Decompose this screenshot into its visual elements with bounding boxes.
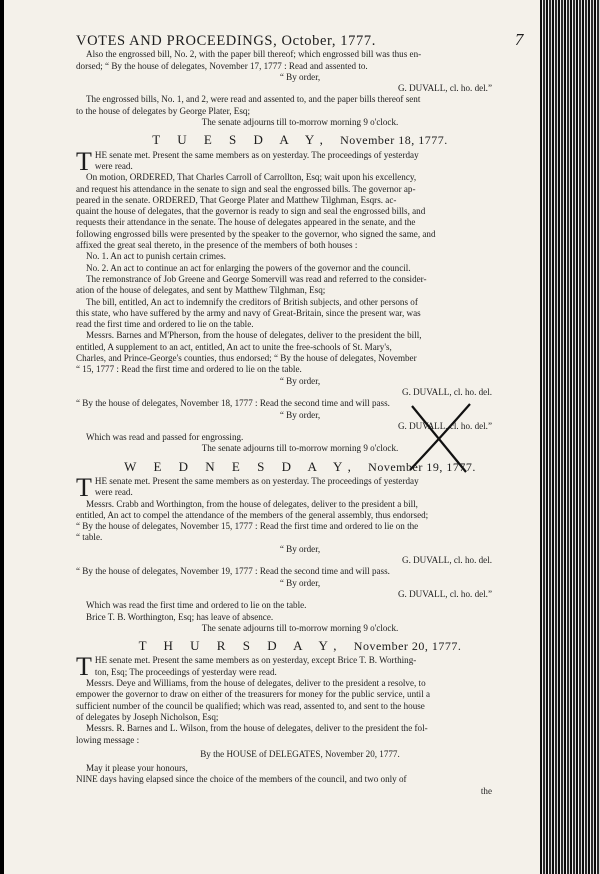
- text-line: peared in the senate. ORDERED, That George Plater and Matthew Tilghman, Esqrs. ac-: [76, 194, 397, 205]
- text-line: “ By order,: [279, 543, 321, 554]
- intro-section: [76, 49, 524, 128]
- text-line: G. DUVALL, cl. ho. del.”: [397, 420, 492, 431]
- message-heading: By the HOUSE of DELEGATES, November 20, 1777.: [200, 748, 400, 759]
- text-line: this state, who have suffered by the army and navy of Great-Britain, since the present war, was: [76, 307, 421, 318]
- text-line: G. DUVALL, cl. ho. del.: [402, 555, 492, 566]
- text-line: Messrs. Barnes and M'Pherson, from the house of delegates, deliver to the president the bill,: [86, 330, 422, 341]
- text-line: ton, Esq; The proceedings of yesterday were read.: [94, 666, 277, 677]
- day-name: T H U R S D A Y,: [138, 638, 344, 654]
- text-line: “ By order,: [279, 71, 321, 82]
- text-line: empower the governor to draw on either of the treasurers for money for the public service, until a: [76, 689, 431, 700]
- day-name: T U E S D A Y,: [152, 132, 330, 148]
- text-line: G. DUVALL, cl. ho. del.”: [397, 588, 492, 599]
- text-line: May it please your honours,: [86, 763, 188, 774]
- text-line: sufficient number of the council be qualified; which was read, assented to, and sent to the house: [76, 700, 425, 711]
- text-line: HE senate met. Present the same members as on yesterday. The proceedings of yesterday: [94, 149, 419, 160]
- wednesday-section: [76, 472, 524, 634]
- text-line: and request his attendance in the senate to sign and seal the engrossed bills. The governor ap-: [76, 183, 416, 194]
- running-head-title: VOTES AND PROCEEDINGS, October, 1777.: [76, 33, 376, 49]
- page-number: 7: [514, 30, 524, 49]
- catchword: the: [480, 785, 492, 796]
- day-date: November 19, 1777.: [368, 459, 476, 474]
- day-heading-wednesday: [76, 458, 524, 474]
- text-line: Which was read and passed for engrossing.: [86, 432, 244, 443]
- day-heading-thursday: [76, 640, 524, 652]
- text-line: to the house of delegates by George Plater, Esq;: [76, 105, 250, 116]
- text-line: quaint the house of delegates, that the governor is ready to sign and seal the engrossed bills, and: [76, 206, 426, 217]
- text-line: “ By order,: [279, 375, 321, 386]
- text-line: ation of the house of delegates, and sent by Matthew Tilghman, Esq;: [76, 285, 326, 296]
- text-line: Charles, and Prince-George's counties, thus endorsed; “ By the house of delegates, November: [76, 353, 417, 364]
- text-line: dorsed; “ By the house of delegates, November 17, 1777 : Read and assented to.: [76, 60, 368, 71]
- text-line: On motion, ORDERED, That Charles Carroll of Carrollton, Esq; wait upon his excellency,: [86, 172, 417, 183]
- thursday-section: [76, 652, 524, 797]
- drop-cap: T: [76, 146, 92, 176]
- text-line: “ By order,: [279, 577, 321, 588]
- text-line: were read.: [94, 487, 133, 498]
- day-date: November 18, 1777.: [340, 133, 448, 148]
- day-heading-tuesday: [76, 134, 524, 146]
- text-line: of delegates by Joseph Nicholson, Esq;: [76, 711, 219, 722]
- day-date: November 20, 1777.: [353, 639, 462, 654]
- text-line: entitled, A supplement to an act, entitled, An act to unite the free-schools of St. Mary's,: [76, 341, 392, 352]
- text-line: lowing message :: [76, 734, 140, 745]
- page-content: [76, 30, 524, 797]
- text-line: read the first time and ordered to lie on the table.: [76, 319, 254, 330]
- text-line: HE senate met. Present the same members as on yesterday. The proceedings of yesterday: [94, 475, 419, 486]
- book-page: [4, 0, 540, 874]
- text-line: requests their attendance in the senate. The house of delegates appeared in the senate, and the: [76, 217, 416, 228]
- book-fore-edge: [540, 0, 600, 874]
- text-line: The senate adjourns till to-morrow morning 9 o'clock.: [201, 443, 399, 454]
- text-line: “ By order,: [279, 409, 321, 420]
- text-line: Messrs. R. Barnes and L. Wilson, from the house of delegates, deliver to the president the fol-: [86, 723, 428, 734]
- text-line: entitled, An act to compel the attendance of the members of the general assembly, thus endorsed;: [76, 509, 429, 520]
- text-line: No. 1. An act to punish certain crimes.: [86, 251, 226, 262]
- text-line: Messrs. Deye and Williams, from the house of delegates, deliver to the president a resolve, to: [86, 678, 426, 689]
- text-line: following engrossed bills were presented by the speaker to the governor, who signed the same, and: [76, 228, 436, 239]
- text-line: “ By the house of delegates, November 15, 1777 : Read the first time and ordered to lie on the: [76, 521, 419, 532]
- drop-cap: T: [76, 472, 92, 502]
- text-line: The engrossed bills, No. 1, and 2, were read and assented to, and the paper bills thereof sent: [86, 94, 421, 105]
- drop-cap: T: [76, 652, 92, 682]
- text-line: “ 15, 1777 : Read the first time and ordered to lie on the table.: [76, 364, 302, 375]
- text-line: NINE days having elapsed since the choice of the members of the council, and two only of: [76, 774, 407, 785]
- text-line: “ table.: [76, 532, 103, 543]
- text-line: The remonstrance of Job Greene and George Somervill was read and referred to the consider-: [86, 273, 427, 284]
- text-line: affixed the great seal thereto, in the presence of the members of both houses :: [76, 240, 358, 251]
- text-line: No. 2. An act to continue an act for enlarging the powers of the governor and the council.: [86, 262, 411, 273]
- text-line: The senate adjourns till to-morrow morning 9 o'clock.: [201, 117, 399, 128]
- text-line: “ By the house of delegates, November 19, 1777 : Read the second time and will pass.: [76, 566, 390, 577]
- text-line: HE senate met. Present the same members as on yesterday, except Brice T. B. Worthing-: [94, 655, 417, 666]
- text-line: Which was read the first time and ordered to lie on the table.: [86, 600, 307, 611]
- text-line: The senate adjourns till to-morrow morning 9 o'clock.: [201, 622, 399, 633]
- text-line: Messrs. Crabb and Worthington, from the house of delegates, deliver to the president a bill,: [86, 498, 418, 509]
- text-line: G. DUVALL, cl. ho. del.”: [397, 83, 492, 94]
- tuesday-section: [76, 146, 524, 455]
- text-line: G. DUVALL, cl. ho. del.: [402, 386, 492, 397]
- day-name: W E D N E S D A Y,: [124, 458, 358, 474]
- text-line: Brice T. B. Worthington, Esq; has leave of absence.: [86, 611, 274, 622]
- running-head: [76, 30, 524, 49]
- text-line: Also the engrossed bill, No. 2, with the paper bill thereof; which engrossed bill was thus en-: [86, 49, 422, 60]
- text-line: were read.: [94, 160, 133, 171]
- text-line: The bill, entitled, An act to indemnify the creditors of British subjects, and other persons of: [86, 296, 418, 307]
- text-line: “ By the house of delegates, November 18, 1777 : Read the second time and will pass.: [76, 398, 390, 409]
